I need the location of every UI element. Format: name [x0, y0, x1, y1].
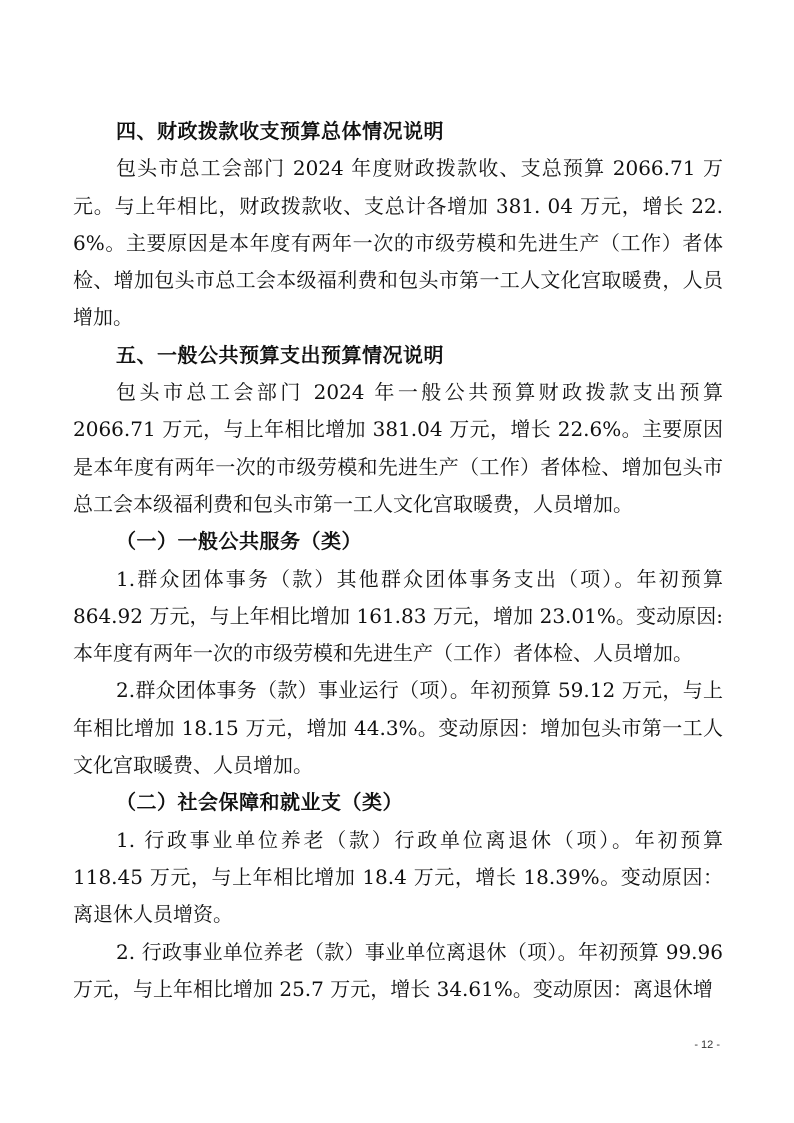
- subsection-heading-1: （一）一般公共服务（类）: [116, 529, 362, 554]
- subsection-heading-2: （二）社会保障和就业支（类）: [116, 790, 403, 815]
- subsection-1-item-1: 1.群众团体事务（款）其他群众团体事务支出（项）。年初预算 864.92 万元，与上年相比增加 161.83 万元，增加 23.01%。变动原因: 本年度有两年一次的市级劳模和先进生产（工作）者体检、人员增加。: [73, 566, 723, 666]
- section-heading-4: 四、财政拨款收支预算总体情况说明: [116, 119, 444, 143]
- subsection-1-item-2: 2.群众团体事务（款）事业运行（项）。年初预算 59.12 万元，与上年相比增加 18.15 万元，增加 44.3%。变动原因：增加包头市第一工人文化宫取暖费、人员增加。: [73, 678, 723, 778]
- page-number: - 12 -: [694, 1039, 720, 1051]
- subsection-2-item-1: 1. 行政事业单位养老（款）行政单位离退休（项）。年初预算 118.45 万元，与上年相比增加 18.4 万元，增长 18.39%。变动原因：离退休人员增资。: [73, 827, 723, 927]
- section-paragraph-5: 包头市总工会部门 2024 年一般公共预算财政拨款支出预算 2066.71 万元，与上年相比增加 381.04 万元，增长 22.6%。主要原因是本年度有两年一次的市级劳模和先进生产（工作）者体检、增加包头市总工会本级福利费和包头市第一工人文化宫取暖费，人员增加。: [73, 380, 723, 516]
- document-body: [73, 113, 723, 1008]
- section-heading-5: 五、一般公共预算支出预算情况说明: [116, 342, 444, 367]
- section-paragraph-4: 包头市总工会部门 2024 年度财政拨款收、支总预算 2066.71 万元。与上年相比，财政拨款收、支总计各增加 381. 04 万元，增长 22. 6%。主要原因是本年度有两年一次的市级劳模和先进生产（工作）者体检、增加包头市总工会本级福利费和包头市第一工人文化宫取暖费，人员增加。: [73, 156, 723, 330]
- subsection-2-item-2: 2. 行政事业单位养老（款）事业单位离退休（项）。年初预算 99.96 万元，与上年相比增加 25.7 万元，增长 34.61%。变动原因：离退休增: [73, 939, 723, 1001]
